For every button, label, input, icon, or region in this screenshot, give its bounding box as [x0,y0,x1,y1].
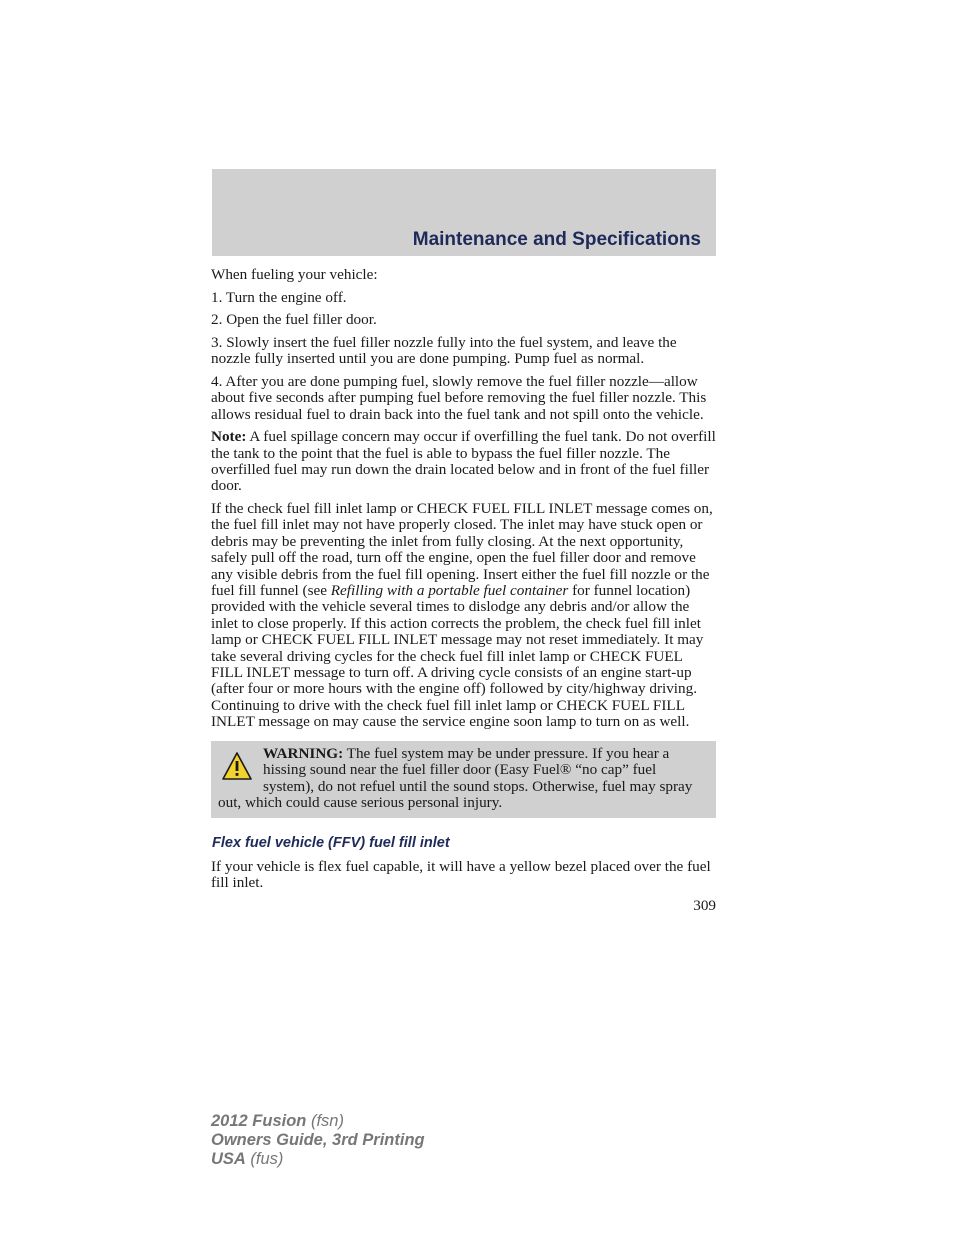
intro-text: When fueling your vehicle: [211,266,378,283]
note-paragraph [211,429,716,495]
page-body [211,267,716,914]
ffv-paragraph: If your vehicle is flex fuel capable, it will have a yellow bezel placed over the fuel fill inlet. [211,857,711,892]
step-4: 4. After you are done pumping fuel, slowly remove the fuel filler nozzle—allow about five seconds after pumping fuel before removing the fuel filler nozzle. This allows residual fuel to drain back into the fuel tank and not spill onto the vehicle. [211,372,707,423]
warning-box [211,741,716,819]
footer-region: USA [211,1150,246,1168]
footer-line-1 [211,1112,425,1131]
check-inlet-paragraph [211,501,716,731]
section-title: Maintenance and Specifications [412,229,701,250]
footer-model: 2012 Fusion [211,1112,307,1130]
section-header [212,169,716,256]
subheading: Flex fuel vehicle (FFV) fuel fill inlet [212,835,450,852]
step-2: 2. Open the fuel filler door. [211,311,377,329]
warning-label: WARNING: [263,744,344,762]
check-text-1: If the check fuel fill inlet lamp or CHECK FUEL FILL INLET message comes on, the fuel fill inlet may not have properly closed. The inlet may have stuck open or debris may be preventing the inlet from fully closing. At the next opportunity, safely pull off the road, turn off the engine, open the fuel filler door and remove any visible debris from the fuel fill opening. Insert either the fuel fill nozzle or the fuel fill funnel (see [211,500,713,600]
note-text: A fuel spillage concern may occur if overfilling the fuel tank. Do not overfill the tank to the point that the fuel is able to bypass the fuel filler nozzle. The overfilled fuel may run down the drain located below and in front of the fuel filler door. [211,428,716,495]
footer-region-code: (fus) [245,1150,284,1168]
footer [211,1112,425,1169]
step-3: 3. Slowly insert the fuel filler nozzle fully into the fuel system, and leave the nozzle fully inserted until you are done pumping. Pump fuel as normal. [211,333,677,368]
cross-reference-link: Refilling with a portable fuel container [330,582,569,600]
footer-line-2: Owners Guide, 3rd Printing [211,1131,425,1149]
warning-text: The fuel system may be under pressure. If you hear a hissing sound near the fuel filler door (Easy Fuel® “no cap” fuel system), do not refuel until the sound stops. Otherwise, fuel may spray out, which could cause serious personal injury. [218,744,693,811]
check-text-2: for funnel location) provided with the vehicle several times to dislodge any debris and/or allow the inlet to close properly. If this action corrects the problem, the check fuel fill inlet lamp or CHECK FUEL FILL INLET message may not reset immediately. It may take several driving cycles for the check fuel fill inlet lamp or CHECK FUEL FILL INLET message to turn off. A driving cycle consists of an engine start-up (after four or more hours with the engine off) followed by city/highway driving. Continuing to drive with the check fuel fill inlet lamp or CHECK FUEL FILL INLET message on may cause the service engine soon lamp to turn on as well. [211,582,704,731]
warning-triangle-icon [221,751,253,781]
footer-line-3 [211,1150,425,1169]
page-number: 309 [693,896,716,914]
footer-model-code: (fsn) [306,1112,344,1130]
note-label: Note: [211,428,247,446]
step-1: 1. Turn the engine off. [211,288,347,306]
